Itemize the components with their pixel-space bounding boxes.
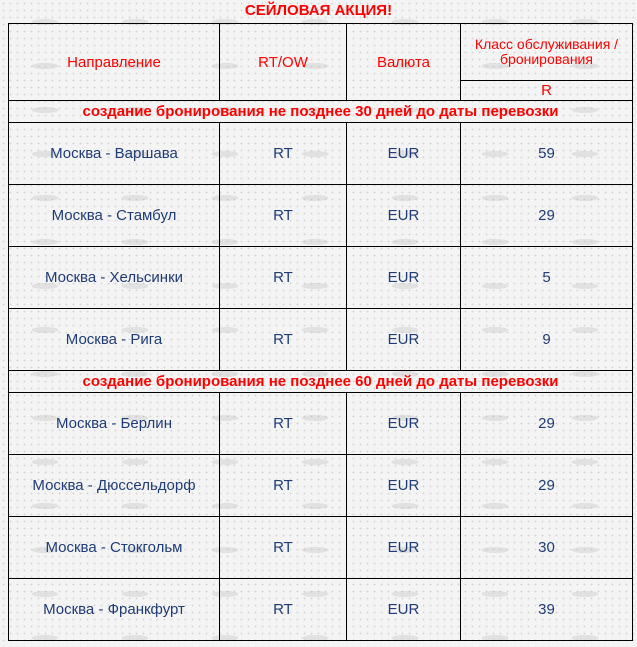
- type-cell: RT: [220, 517, 347, 579]
- currency-cell: EUR: [347, 455, 461, 517]
- direction-cell: Москва - Дюссельдорф: [9, 455, 220, 517]
- type-cell: RT: [220, 455, 347, 517]
- rt-ow-header: RT/OW: [220, 24, 347, 101]
- currency-header: Валюта: [347, 24, 461, 101]
- type-cell: RT: [220, 393, 347, 455]
- price-cell: 29: [461, 185, 633, 247]
- direction-cell: Москва - Берлин: [9, 393, 220, 455]
- currency-cell: EUR: [347, 579, 461, 641]
- class-code-header: R: [461, 81, 633, 101]
- direction-cell: Москва - Хельсинки: [9, 247, 220, 309]
- price-cell: 59: [461, 123, 633, 185]
- type-cell: RT: [220, 579, 347, 641]
- class-header: Класс обслуживания / бронирования: [461, 24, 633, 81]
- section-label: создание бронирования не позднее 60 дней до даты перевозки: [9, 371, 633, 393]
- price-cell: 5: [461, 247, 633, 309]
- type-cell: RT: [220, 185, 347, 247]
- type-cell: RT: [220, 309, 347, 371]
- price-cell: 29: [461, 393, 633, 455]
- currency-cell: EUR: [347, 247, 461, 309]
- direction-cell: Москва - Рига: [9, 309, 220, 371]
- price-cell: 30: [461, 517, 633, 579]
- table-row: [9, 247, 633, 309]
- section-row: [9, 371, 633, 393]
- table-row: [9, 309, 633, 371]
- currency-cell: EUR: [347, 309, 461, 371]
- table-row: [9, 185, 633, 247]
- currency-cell: EUR: [347, 123, 461, 185]
- currency-cell: EUR: [347, 517, 461, 579]
- fares-table: [8, 23, 633, 641]
- direction-cell: Москва - Стамбул: [9, 185, 220, 247]
- price-cell: 9: [461, 309, 633, 371]
- section-row: [9, 101, 633, 123]
- table-row: [9, 517, 633, 579]
- currency-cell: EUR: [347, 185, 461, 247]
- table-row: [9, 579, 633, 641]
- price-cell: 39: [461, 579, 633, 641]
- table-row: [9, 455, 633, 517]
- type-cell: RT: [220, 247, 347, 309]
- direction-cell: Москва - Стокгольм: [9, 517, 220, 579]
- table-row: [9, 393, 633, 455]
- direction-cell: Москва - Варшава: [9, 123, 220, 185]
- direction-header: Направление: [9, 24, 220, 101]
- page-title: СЕЙЛОВАЯ АКЦИЯ!: [244, 2, 393, 19]
- type-cell: RT: [220, 123, 347, 185]
- direction-cell: Москва - Франкфурт: [9, 579, 220, 641]
- price-cell: 29: [461, 455, 633, 517]
- section-label: создание бронирования не позднее 30 дней до даты перевозки: [9, 101, 633, 123]
- currency-cell: EUR: [347, 393, 461, 455]
- table-row: [9, 123, 633, 185]
- header-row: [9, 24, 633, 81]
